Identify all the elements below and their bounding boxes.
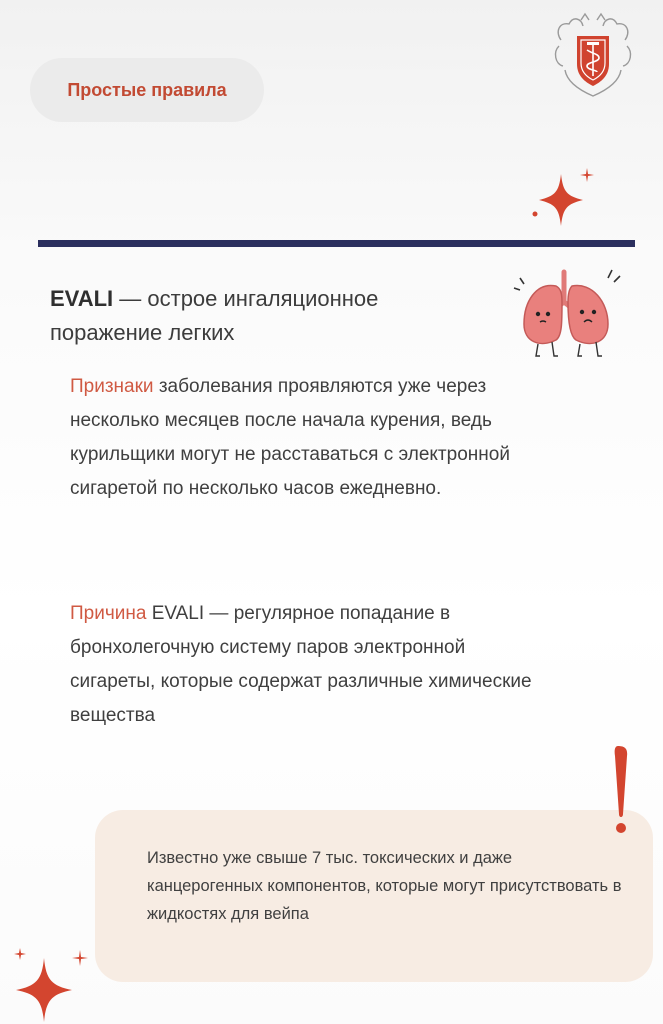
section-heading: [50, 282, 490, 350]
section-pill: [30, 58, 264, 122]
heading-term: EVALI: [50, 286, 114, 311]
cause-paragraph: [70, 597, 540, 733]
fact-callout: [95, 810, 653, 982]
symptoms-paragraph: [70, 370, 540, 506]
lungs-illustration-icon: [500, 262, 630, 362]
cause-term: Причина: [70, 603, 147, 624]
symptoms-text: заболевания проявляются уже через несколько месяцев после начала курения, ведь курильщики могут не расставаться с электронной сигаретой по несколько часов ежедневно.: [70, 376, 510, 499]
pill-label: Простые правила: [67, 79, 227, 100]
callout-text: Известно уже свыше 7 тыс. токсических и даже канцерогенных компонентов, которые могут присутствовать в жидкостях для вейпа: [147, 849, 622, 923]
ministry-emblem-icon: [551, 12, 635, 104]
sparkle-icon: [525, 166, 597, 232]
exclamation-icon: [606, 744, 636, 838]
sparkle-icon: [8, 944, 98, 1024]
section-divider: [38, 240, 635, 247]
cause-text: EVALI — регулярное попадание в бронхолегочную систему паров электронной сигареты, которые содержат различные химические вещества: [70, 603, 532, 726]
heading-definition: — острое ингаляционное поражение легких: [50, 286, 379, 345]
symptoms-term: Признаки: [70, 376, 154, 397]
